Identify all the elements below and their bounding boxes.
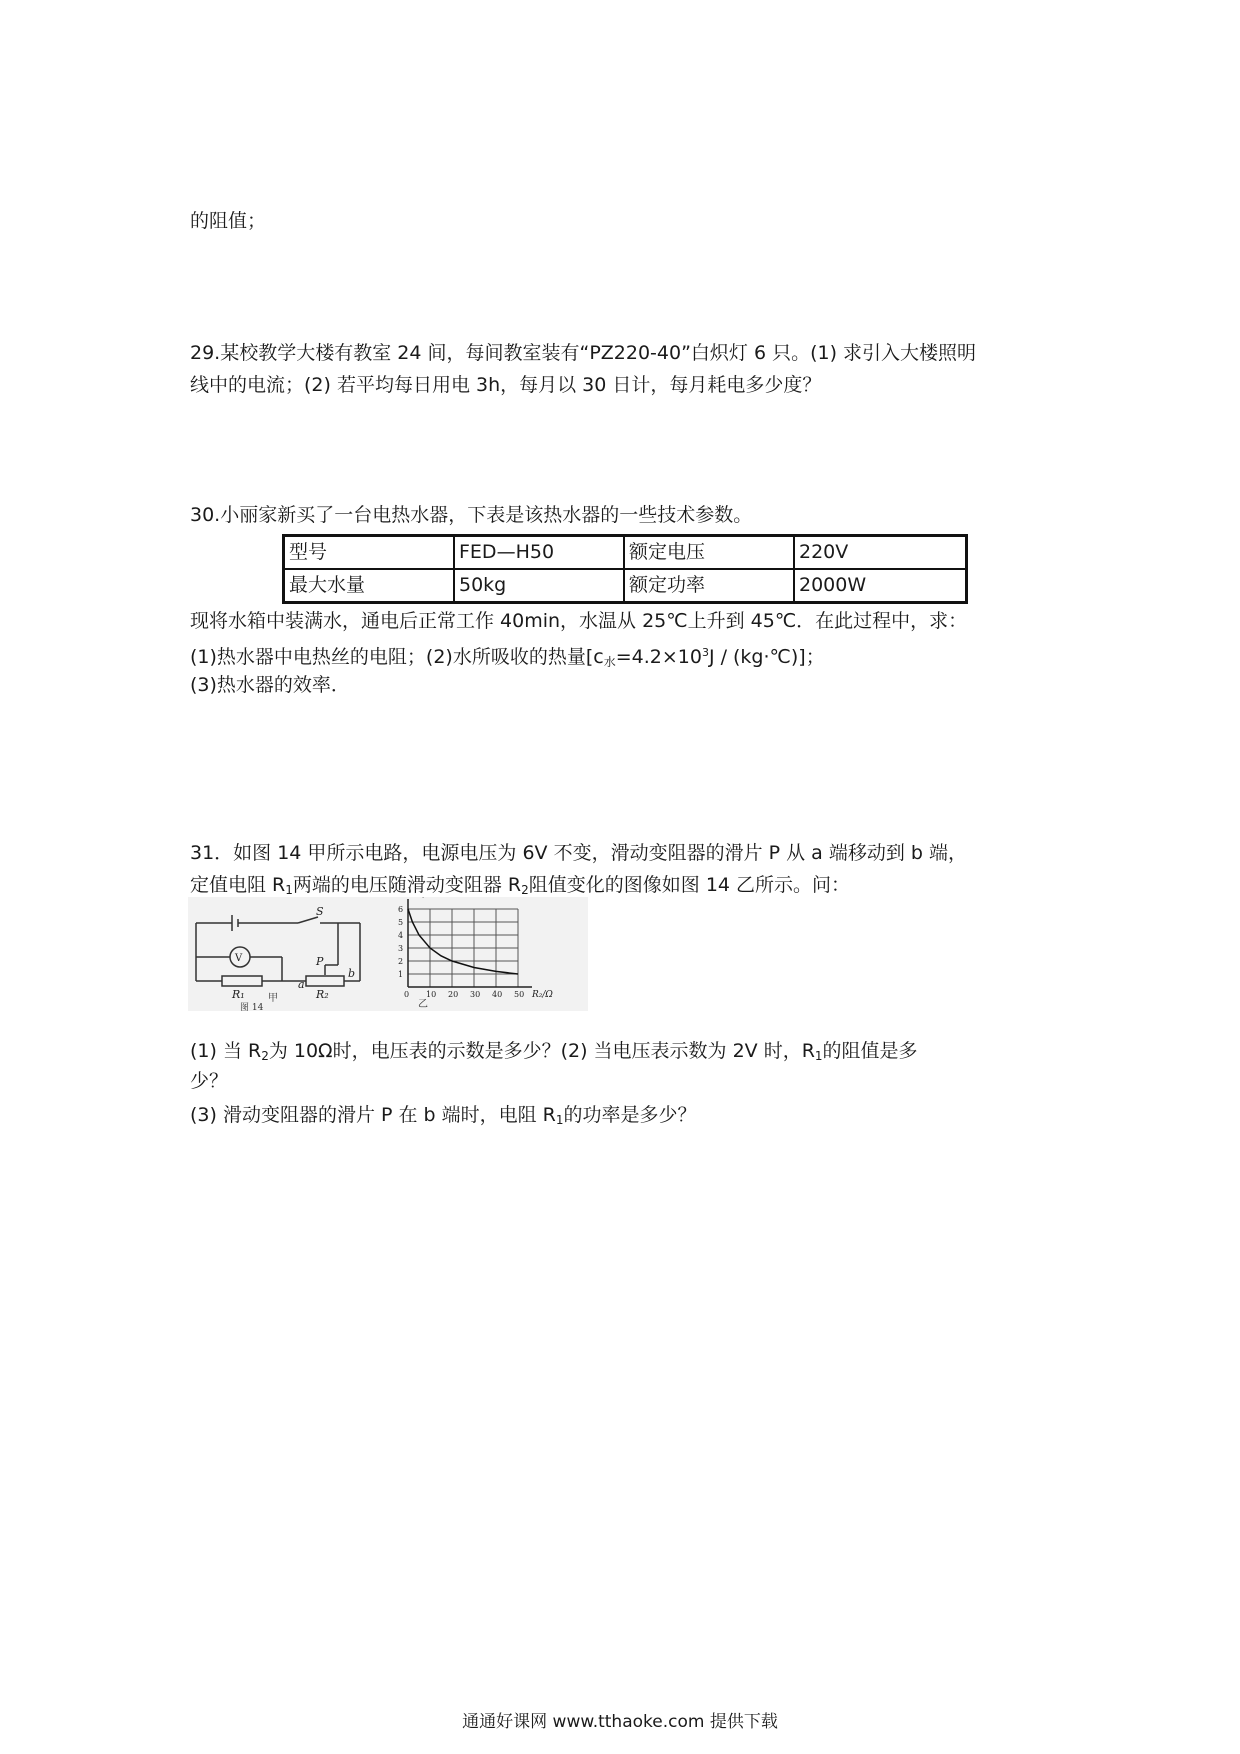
circuit-diagram <box>196 915 360 986</box>
x-tick-label: 30 <box>470 990 481 999</box>
q31-line4: 少？ <box>190 1070 229 1092</box>
table-cell: 额定功率 <box>624 569 794 603</box>
q31-line3-sub2: 1 <box>814 1049 823 1063</box>
label-yi: 乙 <box>418 999 428 1010</box>
x-tick-label: 40 <box>492 990 503 999</box>
q31-line1: 31．如图 14 甲所示电路，电源电压为 6V 不变，滑动变阻器的滑片 P 从 a 端移动到 b 端， <box>190 842 967 864</box>
figure-14-svg <box>188 897 588 1011</box>
q31-line2-a: 定值电阻 R <box>190 874 286 896</box>
switch-icon <box>298 917 318 923</box>
resistor-r1-icon <box>222 976 262 986</box>
q31-line3-b: 为 10Ω时，电压表的示数是多少？(2) 当电压表示数为 2V 时，R <box>268 1040 815 1062</box>
y-tick-label: 3 <box>398 944 404 953</box>
y-tick-label: 6 <box>398 905 404 914</box>
label-p: P <box>316 955 324 968</box>
label-v: V <box>235 953 243 964</box>
q31-line5-c: 的功率是多少？ <box>563 1104 697 1126</box>
q30-line1: 现将水箱中装满水，通电后正常工作 40min，水温从 25℃上升到 45℃．在此过程中，求： <box>190 610 968 632</box>
table-cell: 型号 <box>284 536 455 570</box>
y-tick-label: 1 <box>398 970 404 979</box>
x-tick-label: 20 <box>448 990 459 999</box>
x-tick-label: 0 <box>404 990 410 999</box>
q31-line3-c: 的阻值是多 <box>822 1040 918 1062</box>
table-cell: 220V <box>794 536 967 570</box>
y-tick-label: 4 <box>398 931 404 940</box>
label-b: b <box>348 967 356 980</box>
q31-line3 <box>190 1036 918 1071</box>
table-cell: 50kg <box>454 569 624 603</box>
graph-u1-vs-r2 <box>398 897 553 1000</box>
q31-line2-b: 两端的电压随滑动变阻器 R <box>292 874 522 896</box>
label-r1: R₁ <box>232 988 245 1001</box>
figure-14 <box>188 897 588 1011</box>
table-cell: FED—H50 <box>454 536 624 570</box>
label-r2: R₂ <box>316 988 329 1001</box>
q30-line3: (3)热水器的效率． <box>190 674 350 696</box>
label-jia: 甲 <box>268 993 278 1004</box>
q30-line2-a: (1)热水器中电热丝的电阻；(2)水所吸收的热量[c <box>190 646 604 668</box>
label-a: a <box>298 978 305 991</box>
q31-line2-sub2: 2 <box>521 883 529 897</box>
y-axis-label <box>412 897 434 900</box>
x-tick-label: 10 <box>426 990 437 999</box>
x-tick-label: 50 <box>514 990 525 999</box>
q29-line2: 线中的电流；(2) 若平均每日用电 3h，每月以 30 日计，每月耗电多少度？ <box>190 374 822 396</box>
table-cell: 2000W <box>794 569 967 603</box>
figure-caption: 图 14 <box>240 1003 264 1011</box>
label-s: S <box>316 905 324 918</box>
q31-line5-sub: 1 <box>555 1113 564 1127</box>
q31-line5-a: (3) 滑动变阻器的滑片 P 在 b 端时，电阻 R <box>190 1104 556 1126</box>
q31-line3-sub1: 2 <box>261 1049 269 1063</box>
table-row <box>284 536 967 570</box>
q31-line2-sub1: 1 <box>285 883 293 897</box>
q29-line1: 29.某校教学大楼有教室 24 间，每间教室装有“PZ220-40”白炽灯 6 只。(1) 求引入大楼照明 <box>190 342 977 364</box>
q30-line2-b: =4.2×10 <box>615 646 702 668</box>
q31-line3-a: (1) 当 R <box>190 1040 262 1062</box>
data-curve <box>408 909 518 974</box>
y-tick-label: 2 <box>398 957 404 966</box>
fragment-text: 的阻值； <box>190 210 267 232</box>
footer: 通通好课网 www.tthaoke.com 提供下载 <box>462 1712 778 1732</box>
q30-line2-c: J / (kg·℃)]； <box>708 646 825 668</box>
table-cell: 额定电压 <box>624 536 794 570</box>
table-row <box>284 569 967 603</box>
y-tick-label: 5 <box>398 918 404 927</box>
q31-line5 <box>190 1100 697 1135</box>
spec-table <box>282 534 968 604</box>
q30-line2-sup: 3 <box>701 646 709 659</box>
q30-intro: 30.小丽家新买了一台电热水器，下表是该热水器的一些技术参数。 <box>190 504 753 526</box>
q30-line2-sub: 水 <box>603 655 616 669</box>
q31-line2-c: 阻值变化的图像如图 14 乙所示。问： <box>528 874 851 896</box>
rheostat-r2-icon <box>306 976 344 986</box>
table-cell: 最大水量 <box>284 569 455 603</box>
x-axis-label: R₂/Ω <box>532 990 553 1000</box>
